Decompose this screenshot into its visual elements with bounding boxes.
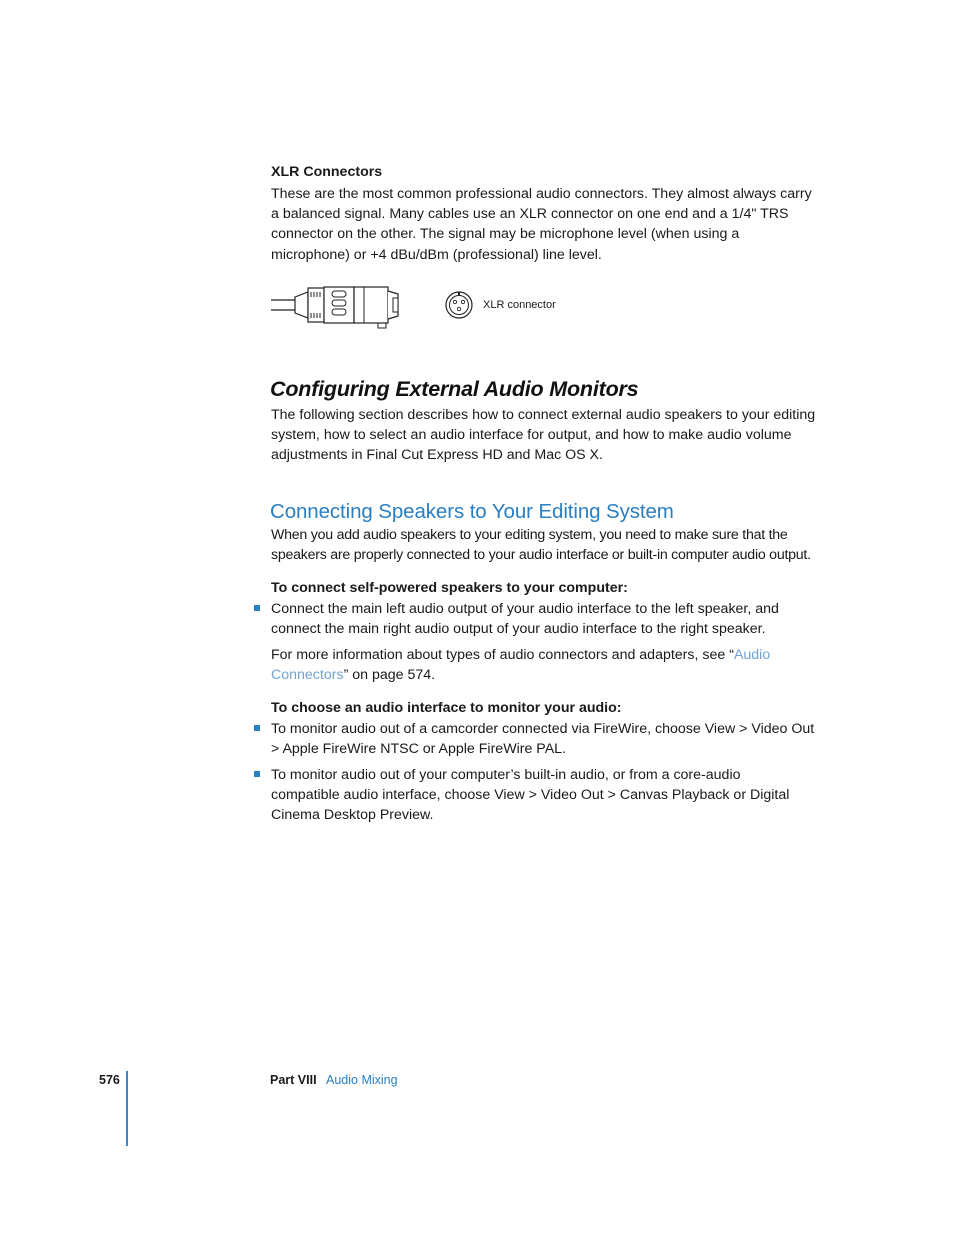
xlr-figure-label: XLR connector <box>483 299 556 311</box>
audio-connectors-link-part-1[interactable]: Audio <box>733 647 771 663</box>
configuring-line-1: The following section describes how to connect external audio speakers to your editing <box>271 407 816 423</box>
task2-bullet-2-line-2: compatible audio interface, choose View > Video Out > Canvas Playback or Digital <box>271 787 790 804</box>
bullet-marker-1 <box>254 605 260 611</box>
task1-heading: To connect self-powered speakers to your computer: <box>271 580 628 596</box>
xlr-paragraph-line-2: a balanced signal. Many cables use an XLR connector on one end and a 1/4" TRS <box>271 206 789 223</box>
bullet-marker-3 <box>254 771 260 777</box>
bullet-marker-2 <box>254 725 260 731</box>
configuring-title: Configuring External Audio Monitors <box>270 377 639 401</box>
connecting-title: Connecting Speakers to Your Editing System <box>270 500 674 523</box>
connecting-line-1: When you add audio speakers to your editing system, you need to make sure that the <box>271 527 788 543</box>
more-info-text: For more information about types of audio connectors and adapters, see “ <box>271 647 734 663</box>
xlr-paragraph <box>271 184 831 265</box>
xlr-connectors-heading: XLR Connectors <box>271 164 383 180</box>
footer-part: Part VIII <box>270 1073 317 1087</box>
xlr-pin-face-illustration <box>444 290 474 320</box>
page-number: 576 <box>99 1073 120 1087</box>
task2-bullet-2-line-3: Cinema Desktop Preview. <box>271 807 434 824</box>
footer-divider <box>126 1071 128 1146</box>
xlr-plug-illustration <box>270 283 420 333</box>
task1-bullet-line-2: connect the main right audio output of your audio interface to the right speaker. <box>271 621 766 638</box>
configuring-line-2: system, how to select an audio interface for output, and how to make audio volume <box>271 427 792 444</box>
task2-bullet-1-line-1: To monitor audio out of a camcorder connected via FireWire, choose View > Video Out <box>271 721 815 737</box>
configuring-line-3: adjustments in Final Cut Express HD and Mac OS X. <box>271 447 603 464</box>
configuring-paragraph <box>271 405 841 466</box>
task2-bullet-2-line-1: To monitor audio out of your computer’s built-in audio, or from a core-audio <box>271 767 741 783</box>
more-info-paragraph <box>271 645 831 685</box>
task2-bullet-2 <box>271 765 841 826</box>
more-info-page-ref: ” on page 574. <box>343 667 436 684</box>
task1-bullet-line-1: Connect the main left audio output of your audio interface to the left speaker, and <box>271 601 779 617</box>
connecting-line-2: speakers are properly connected to your audio interface or built-in computer audio output. <box>271 547 811 564</box>
xlr-paragraph-line-3: connector on the other. The signal may be microphone level (when using a <box>271 226 740 243</box>
task1-bullet <box>271 599 831 639</box>
connecting-paragraph <box>271 525 861 565</box>
footer-section: Audio Mixing <box>326 1073 398 1087</box>
task2-heading: To choose an audio interface to monitor your audio: <box>271 700 622 716</box>
xlr-paragraph-line-1: These are the most common professional audio connectors. They almost always carry <box>271 186 812 202</box>
audio-connectors-link-part-2[interactable]: Connectors <box>271 667 344 684</box>
task2-bullet-1 <box>271 719 841 759</box>
xlr-paragraph-line-4: microphone) or +4 dBu/dBm (professional) line level. <box>271 246 602 263</box>
task2-bullet-1-line-2: > Apple FireWire NTSC or Apple FireWire PAL. <box>271 741 567 758</box>
